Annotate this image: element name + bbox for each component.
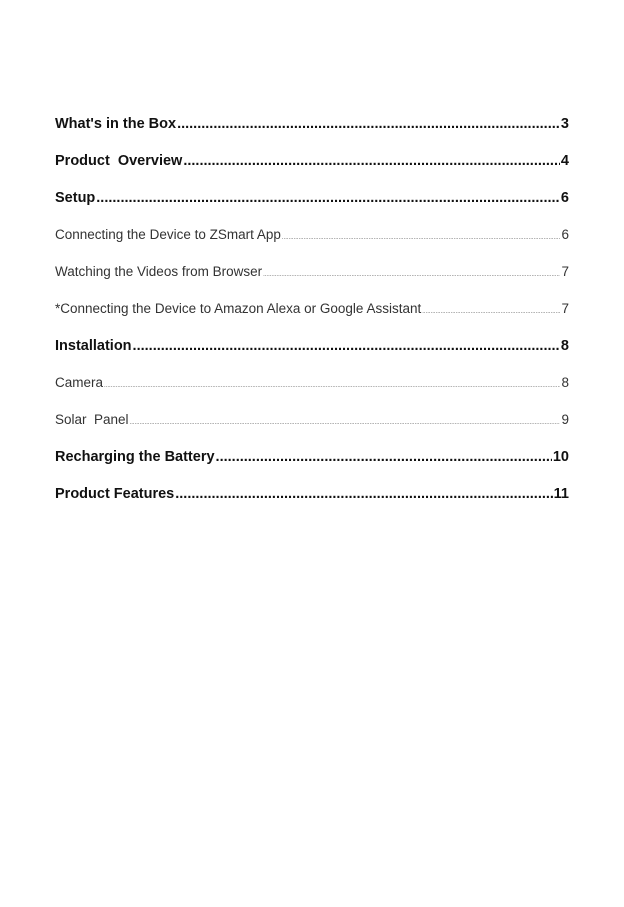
toc-entry-watching-videos-browser[interactable] [55, 264, 569, 301]
dot-leader [216, 449, 552, 465]
dot-leader [104, 383, 560, 389]
toc-entry-title: Installation [55, 338, 132, 354]
dot-leader [175, 486, 552, 502]
toc-entry-title: *Connecting the Device to Amazon Alexa or Google Assistant [55, 301, 422, 316]
toc-entry-page: 9 [561, 412, 569, 427]
toc-entry-product-features[interactable] [55, 486, 569, 523]
dot-leader [282, 235, 561, 241]
toc-entry-title: Connecting the Device to ZSmart App [55, 227, 281, 242]
toc-entry-page: 6 [561, 227, 569, 242]
toc-entry-title: What's in the Box [55, 116, 177, 132]
toc-entry-page: 4 [560, 153, 569, 169]
toc-entry-page: 3 [560, 116, 569, 132]
dot-leader [133, 338, 560, 354]
toc-entry-title: Camera [55, 375, 104, 390]
dot-leader [177, 116, 560, 132]
dot-leader [130, 420, 561, 426]
toc-entry-recharging-battery[interactable] [55, 449, 569, 486]
table-of-contents [55, 116, 569, 523]
toc-entry-page: 11 [553, 486, 569, 502]
dot-leader [263, 272, 560, 278]
toc-entry-title: Product Overview [55, 153, 183, 169]
toc-entry-whats-in-the-box[interactable] [55, 116, 569, 153]
toc-entry-connecting-alexa-google[interactable] [55, 301, 569, 338]
toc-entry-title: Setup [55, 190, 96, 206]
toc-entry-solar-panel[interactable] [55, 412, 569, 449]
toc-entry-connecting-zsmart-app[interactable] [55, 227, 569, 264]
dot-leader [96, 190, 560, 206]
dot-leader [422, 309, 560, 315]
toc-entry-page: 6 [560, 190, 569, 206]
toc-entry-page: 7 [561, 301, 569, 316]
toc-entry-page: 7 [561, 264, 569, 279]
toc-entry-camera[interactable] [55, 375, 569, 412]
toc-entry-installation[interactable] [55, 338, 569, 375]
toc-entry-product-overview[interactable] [55, 153, 569, 190]
toc-entry-title: Watching the Videos from Browser [55, 264, 263, 279]
dot-leader [183, 153, 560, 169]
toc-entry-page: 8 [560, 338, 569, 354]
toc-entry-page: 8 [561, 375, 569, 390]
toc-entry-title: Solar Panel [55, 412, 129, 427]
toc-entry-setup[interactable] [55, 190, 569, 227]
toc-entry-title: Recharging the Battery [55, 449, 215, 465]
toc-entry-page: 10 [552, 449, 569, 465]
toc-entry-title: Product Features [55, 486, 175, 502]
